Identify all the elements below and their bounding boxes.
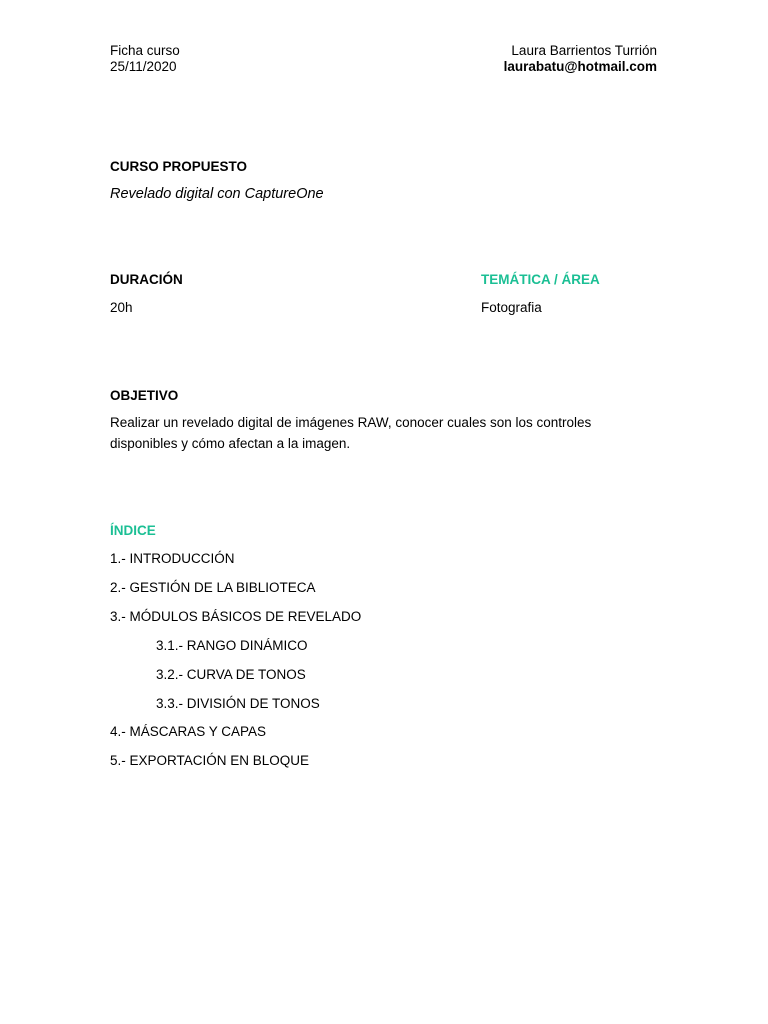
index-subitem-3-3: 3.3.- DIVISIÓN DE TONOS bbox=[156, 696, 320, 711]
index-item-4: 4.- MÁSCARAS Y CAPAS bbox=[110, 724, 267, 739]
doc-date: 25/11/2020 bbox=[110, 59, 177, 74]
course-label: CURSO PROPUESTO bbox=[110, 159, 248, 174]
topic-value: Fotografia bbox=[481, 300, 542, 315]
index-item-1: 1.- INTRODUCCIÓN bbox=[110, 551, 235, 566]
index-item-5: 5.- EXPORTACIÓN EN BLOQUE bbox=[110, 753, 310, 768]
doc-type-label: Ficha curso bbox=[110, 43, 180, 58]
author-email: laurabatu@hotmail.com bbox=[503, 59, 657, 74]
index-item-3: 3.- MÓDULOS BÁSICOS DE REVELADO bbox=[110, 609, 362, 624]
duration-label: DURACIÓN bbox=[110, 272, 183, 287]
index-label: ÍNDICE bbox=[110, 523, 156, 538]
objective-text-line-2: disponibles y cómo afectan a la imagen. bbox=[110, 436, 351, 451]
objective-label: OBJETIVO bbox=[110, 388, 179, 403]
index-subitem-3-1: 3.1.- RANGO DINÁMICO bbox=[156, 638, 308, 653]
duration-value: 20h bbox=[110, 300, 133, 315]
author-name: Laura Barrientos Turrión bbox=[511, 43, 657, 58]
topic-label: TEMÁTICA / ÁREA bbox=[481, 272, 600, 287]
objective-text-line-1: Realizar un revelado digital de imágenes RAW, conocer cuales son los controles bbox=[110, 415, 592, 430]
course-title: Revelado digital con CaptureOne bbox=[110, 186, 324, 202]
index-item-2: 2.- GESTIÓN DE LA BIBLIOTECA bbox=[110, 580, 316, 595]
index-subitem-3-2: 3.2.- CURVA DE TONOS bbox=[156, 667, 306, 682]
